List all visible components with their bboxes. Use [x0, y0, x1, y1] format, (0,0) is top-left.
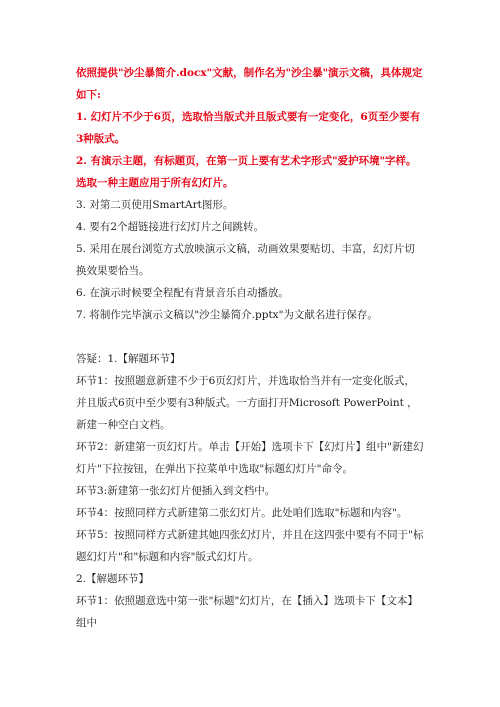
answer-step-5: 环节5：按照同样方式新建其她四张幻灯片，并且在这四张中要有不同于"标题幻灯片"和"标题和内容"版式幻灯片。	[76, 529, 424, 563]
task-intro: 依照提供"沙尘暴简介.docx"文献，制作名为"沙尘暴"演示文稿，具体规定如下:	[76, 67, 423, 101]
task-item-3: 3. 对第二页使用SmartArt图形。	[76, 199, 234, 211]
task-item-7: 7. 将制作完毕演示文稿以"沙尘暴简介.pptx"为文献名进行保存。	[76, 309, 378, 321]
answer-heading-2: 2.【解题环节】	[76, 573, 150, 585]
answer-heading: 答疑：1.【解题环节】	[76, 353, 181, 365]
answer-step-4: 环节4：按照同样方式新建第二张幻灯片。此处咱们选取"标题和内容"。	[76, 507, 408, 519]
answer-step-1: 环节1：按照题意新建不少于6页幻灯片，并选取恰当并有一定变化版式，并且版式6页中至少要有3种版式。一方面打开Microsoft PowerPoint ，新建一种空白文档。	[76, 375, 418, 431]
section-gap	[76, 326, 424, 348]
task-item-6: 6. 在演示时候要全程配有背景音乐自动播放。	[76, 287, 289, 299]
task-item-5: 5. 采用在展台浏览方式放映演示文稿，动画效果要贴切、丰富，幻灯片切换效果要恰当。	[76, 243, 415, 277]
answer2-step-1: 环节1：依照题意选中第一张"标题"幻灯片，在【插入】选项卡下【文本】组中	[76, 595, 418, 629]
task-item-1: 1. 幻灯片不少于6页，选取恰当版式并且版式要有一定变化，6页至少要有3种版式。	[76, 111, 421, 145]
task-item-4: 4. 要有2个超链接进行幻灯片之间跳转。	[76, 221, 265, 233]
task-item-2: 2. 有演示主题，有标题页，在第一页上要有艺术字形式"爱护环境"字样。选取一种主题应用于所有幻灯片。	[76, 155, 417, 189]
answer-step-2: 环节2：新建第一页幻灯片。单击【开始】选项卡下【幻灯片】组中"新建幻灯片"下拉按钮，在弹出下拉菜单中选取"标题幻灯片"命令。	[76, 441, 424, 475]
answer-step-3: 环节3:新建第一张幻灯片便插入到文档中。	[76, 485, 276, 497]
top-margin	[76, 0, 424, 62]
